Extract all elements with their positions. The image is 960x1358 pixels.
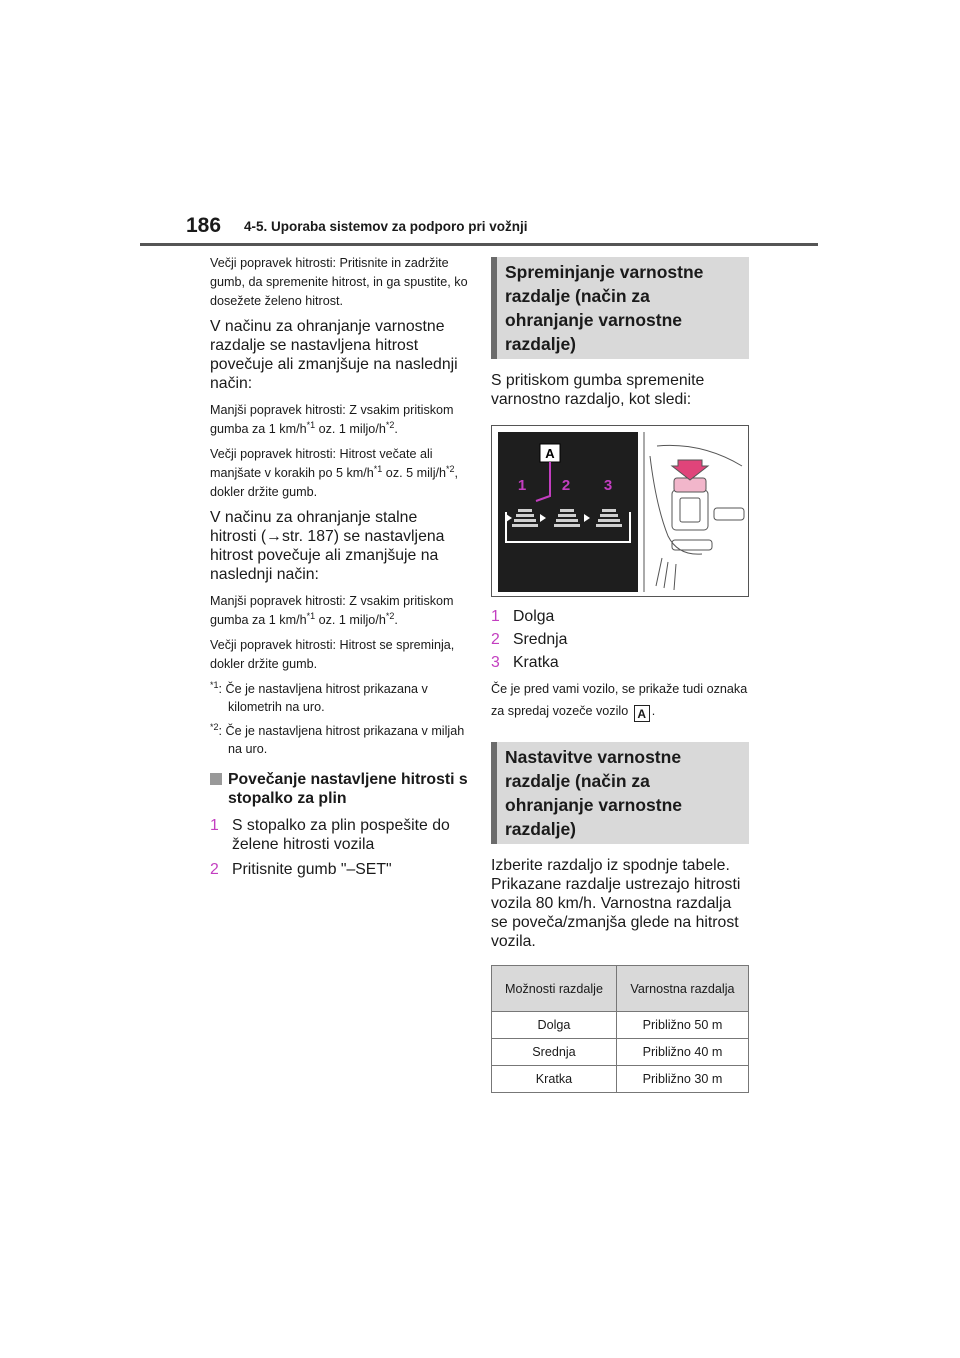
table-header-cell: Varnostna razdalja — [616, 966, 748, 1012]
step-item: 2 Pritisnite gumb "–SET" — [210, 861, 392, 878]
paragraph-select-distance: Izberite razdaljo iz spodnje tabele. Prikazane razdalje ustrezajo hitrosti vozila 80 km/h. Varnostna razdalja se poveča/zmanjša glede na hitrost vozila. — [491, 857, 741, 950]
table-row — [492, 1066, 749, 1093]
table-cell: Kratka — [492, 1066, 617, 1093]
distance-options-list — [491, 607, 749, 672]
paragraph-constant-large-correction: Večji popravek hitrosti: Hitrost se spreminja, dokler držite gumb. — [210, 638, 455, 671]
paragraph-large-step: Večji popravek hitrosti: Hitrost večate ali manjšate v korakih po 5 $km/h^{*1}$ oz. 5 milj/$h^{*2}$, dokler držite gumb. — [210, 447, 459, 499]
table-cell: Približno 30 m — [616, 1066, 748, 1093]
square-bullet-icon — [210, 773, 222, 785]
label-a-badge: A — [634, 705, 650, 722]
paragraph-large-correction: Večji popravek hitrosti: Pritisnite in zadržite gumb, da spremenite hitrost, in ga spustite, ko dosežete želeno hitrost. — [210, 256, 468, 308]
table-cell: Približno 50 m — [616, 1012, 748, 1039]
table-header-row — [492, 966, 749, 1012]
heading-distance-settings: Nastavitve varnostne razdalje (način za ohranjanje varnostne razdalje) — [491, 742, 749, 844]
paragraph-constant-small-correction: Manjši popravek hitrosti: Z vsakim pritiskom gumba za 1 $km/h^{*1}$ oz. 1 miljo/$h^{*2}$. — [210, 594, 454, 627]
paragraph-vehicle-ahead-note: Če je pred vami vozilo, se prikaže tudi oznaka za spredaj vozeče vozilo A . — [491, 682, 748, 721]
table-cell: Dolga — [492, 1012, 617, 1039]
distance-illustration — [491, 425, 749, 597]
figure-number-1: 1 — [517, 477, 527, 494]
table-header-cell: Možnosti razdalje — [492, 966, 617, 1012]
distance-table — [491, 965, 749, 1093]
paragraph-small-correction: Manjši popravek hitrosti: Z vsakim pritiskom gumba za 1 $km/h^{*1}$ oz. 1 miljo/$h^{*2}$. — [210, 403, 454, 436]
table-row — [492, 1012, 749, 1039]
footnote-2: $^{*2}$: Če je nastavljena hitrost prikazana v miljah na uro. — [210, 722, 465, 756]
paragraph-distance-mode-intro: V načinu za ohranjanje varnostne razdalje se nastavljena hitrost povečuje ali zmanjšuje na naslednji način: — [210, 318, 458, 392]
arrow-down-icon — [672, 460, 708, 480]
header-rule — [140, 243, 818, 246]
paragraph-press-button: S pritiskom gumba spremenite varnostno razdaljo, kot sledi: — [491, 372, 705, 408]
heading-change-distance: Spreminjanje varnostne razdalje (način za ohranjanje varnostne razdalje) — [491, 257, 749, 359]
section-title: 4-5. Uporaba sistemov za podporo pri vožnji — [244, 219, 528, 234]
figure-number-3: 3 — [603, 477, 613, 494]
left-column — [210, 254, 468, 885]
figure-label-a: A — [545, 446, 555, 461]
list-item: 2 Srednja — [491, 631, 568, 648]
footnote-1: $^{*1}$: Če je nastavljena hitrost prikazana v kilometrih na uro. — [210, 680, 428, 714]
page-number: 186 — [186, 214, 222, 237]
paragraph-constant-mode-intro: V načinu za ohranjanje stalne hitrosti (→str. 187) se nastavljena hitrost povečuje ali zmanjšuje na naslednji način: — [210, 509, 445, 583]
step-item: 1 S stopalko za plin pospešite do želene hitrosti vozila — [210, 817, 450, 853]
table-cell: Srednja — [492, 1039, 617, 1066]
subheading-accelerator: Povečanje nastavljene hitrosti s stopalko za plin — [210, 770, 468, 808]
table-cell: Približno 40 m — [616, 1039, 748, 1066]
figure-number-2: 2 — [561, 477, 571, 494]
steps-list — [210, 816, 468, 879]
list-item: 1 Dolga — [491, 608, 555, 625]
table-row — [492, 1039, 749, 1066]
right-column — [491, 257, 749, 1093]
distance-diagram-svg — [492, 426, 748, 596]
list-item: 3 Kratka — [491, 654, 559, 671]
